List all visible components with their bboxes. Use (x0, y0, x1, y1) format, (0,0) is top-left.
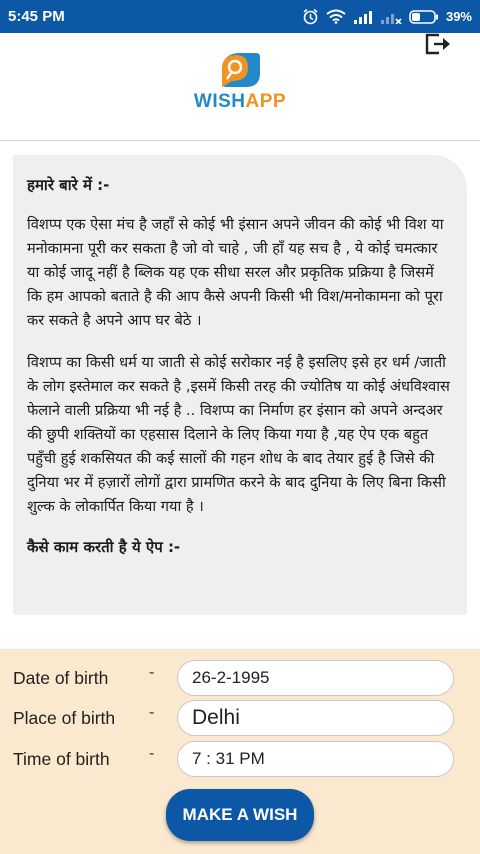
status-icons (302, 8, 472, 25)
about-heading: हमारे बारे में :- (27, 176, 110, 194)
birth-details-form (0, 649, 480, 854)
signal-empty-icon (380, 10, 402, 24)
dob-field[interactable]: 26-2-1995 (177, 660, 454, 696)
logout-icon (425, 33, 455, 55)
battery-icon (409, 10, 439, 24)
alarm-icon (302, 8, 319, 25)
dob-label: Date of birth (13, 668, 109, 688)
logo-text-app: APP (245, 91, 287, 112)
tob-label: Time of birth (13, 749, 110, 769)
about-paragraph-2: विशप्प का किसी धर्म या जाती से कोई सरोकार नई है इसलिए इसे हर धर्म /जाती के लोग इस्तेमाल कर सकते है ,इसमें किसी तरह की ज्योतिष या कोई अंधविश्वास फेलाने वाली प्रक्रिया भी नई है .. विशप्प का निर्माण हर इंसान को अपने अन्दअर की छुपी शक्तियों का एहसास दिलाने के लिए किया गया है ,यह ऐप एक बहुत पहुँची हुई शकसियत की कई सालों की गहन शोध के बाद तेयार हुई है जिसे की दुनिया भर में हज़ारों लोगों द्वारा प्रामणित करने के बाद दुनिया के लिए बिना किसी शुल्क के लोकार्पित किया गया है । (27, 354, 450, 515)
tob-field[interactable]: 7 : 31 PM (177, 741, 454, 777)
status-bar (0, 0, 480, 33)
app-header (0, 33, 480, 141)
pob-field[interactable]: Delhi (177, 700, 454, 736)
pob-separator: - (149, 704, 155, 721)
logo-mark-icon (218, 51, 262, 91)
logout-button[interactable] (425, 33, 455, 59)
battery-percent: 39% (445, 9, 472, 24)
how-it-works-heading: कैसे काम करती है ये ऐप :- (27, 538, 181, 556)
logo-text-wish: WISH (193, 91, 246, 112)
dob-row (0, 660, 480, 696)
make-a-wish-button[interactable]: MAKE A WISH (166, 789, 314, 841)
about-paragraph-1: विशप्प एक ऐसा मंच है जहाँ से कोई भी इंसान अपने जीवन की कोई भी विश या मनोकामना पूरी कर सकता है जो वो चाहे , जी हाँ यह सच है , ये कोई चमत्कार या कोई जादू नहीं है ब्लिक यह एक सीधा सरल और प्रकृतिक प्रक्रिया है जिसमें कि हम आपको बताते है की आप कैसे अपनी किसी भी विश/मनोकामना को पूरा कर सकते है अपने आप घर बेठे । (27, 216, 444, 329)
wishapp-logo (190, 51, 290, 113)
wifi-icon (326, 9, 346, 24)
status-time: 5:45 PM (8, 8, 65, 25)
tob-row (0, 741, 480, 777)
pob-label: Place of birth (13, 708, 116, 728)
tob-separator: - (149, 745, 155, 762)
about-card (13, 155, 467, 615)
dob-separator: - (149, 664, 155, 681)
pob-row (0, 700, 480, 736)
signal-icon (353, 10, 373, 24)
logo-text (190, 91, 290, 113)
